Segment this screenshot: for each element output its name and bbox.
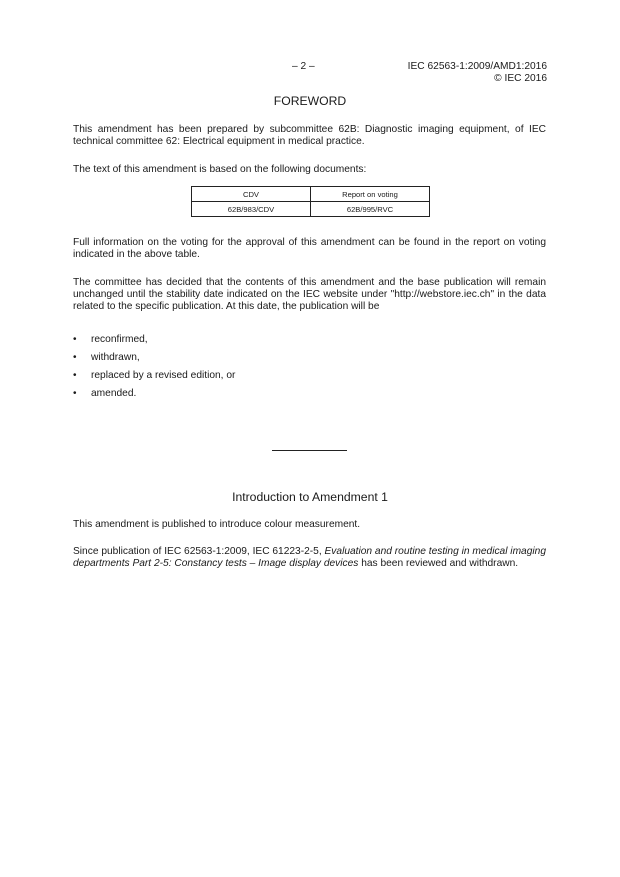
table-header-cdv: CDV: [192, 187, 311, 202]
document-header: [408, 61, 547, 84]
list-item: [73, 333, 235, 351]
section-separator: [272, 450, 347, 451]
list-item-text: amended.: [91, 388, 137, 399]
withdrawn-standard-title: Evaluation and routine testing in medical imaging departments Part 2-5: Constancy tests – Image display devices: [73, 546, 546, 569]
foreword-paragraph-2: The text of this amendment is based on the following documents:: [73, 164, 367, 175]
document-id: IEC 62563-1:2009/AMD1:2016: [407, 61, 547, 72]
publication-status-list: [73, 333, 235, 405]
foreword-title: FOREWORD: [273, 94, 347, 108]
table-cell-cdv: 62B/983/CDV: [192, 202, 311, 217]
bullet-icon: •: [73, 352, 77, 363]
table-row: [192, 202, 430, 217]
intro-text-start: Since publication of IEC 62563-1:2009, IEC 61223-2-5,: [73, 546, 325, 557]
table-cell-rvc: 62B/995/RVC: [311, 202, 430, 217]
foreword-paragraph-3: Full information on the voting for the approval of this amendment can be found in the report on voting indicated in the above table.: [73, 237, 546, 260]
bullet-icon: •: [73, 370, 77, 381]
copyright-notice: © IEC 2016: [494, 72, 547, 84]
list-item: [73, 351, 235, 369]
foreword-paragraph-4: The committee has decided that the contents of this amendment and the base publication will remain unchanged until the stability date indicated on the IEC website under "http://webstore.iec.ch" in the data related to the specific publication. At this date, the publication will be: [73, 277, 546, 312]
introduction-paragraph-1: This amendment is published to introduce colour measurement.: [73, 519, 361, 530]
list-item-text: reconfirmed,: [91, 334, 148, 345]
foreword-paragraph-1: This amendment has been prepared by subcommittee 62B: Diagnostic imaging equipment, of IEC technical committee 62: Electrical equipment in medical practice.: [73, 124, 546, 147]
list-item: [73, 369, 235, 387]
page-number: – 2 –: [292, 61, 315, 72]
table-header-report-on-voting: Report on voting: [311, 187, 430, 202]
bullet-icon: •: [73, 334, 77, 345]
table-header-row: [192, 187, 430, 202]
bullet-icon: •: [73, 388, 77, 399]
intro-text-end: has been reviewed and withdrawn.: [358, 558, 519, 569]
list-item-text: replaced by a revised edition, or: [91, 370, 236, 381]
list-item: [73, 387, 235, 405]
documents-table: [191, 186, 430, 217]
list-item-text: withdrawn,: [91, 352, 140, 363]
introduction-paragraph-2: [73, 546, 546, 570]
introduction-title: Introduction to Amendment 1: [232, 490, 388, 504]
